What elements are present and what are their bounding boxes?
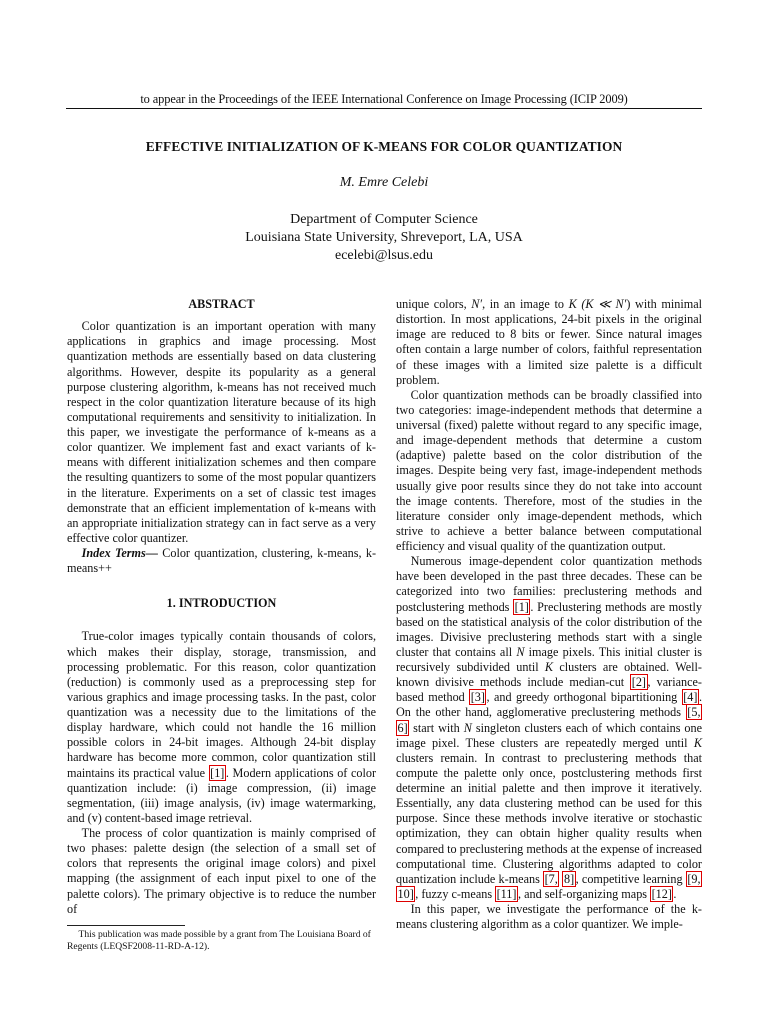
text-run: . Preclustering methods are mostly based on the statistical analysis of the color distribution of the images. Divisive preclustering methods start with a single cluster that contains all <box>396 599 702 659</box>
intro-paragraph-5: In this paper, we investigate the performance of the k-means clustering algorithm as a color quantizer. We imple- <box>396 902 702 932</box>
affiliation-university: Louisiana State University, Shreveport, LA, USA <box>245 230 523 245</box>
index-terms-separator: — <box>145 546 163 560</box>
index-terms <box>67 546 376 576</box>
citation-link[interactable]: [9, <box>687 871 701 886</box>
abstract-heading: ABSTRACT <box>188 297 255 311</box>
citation-link[interactable]: [5, <box>687 705 701 720</box>
text-run: start with <box>409 720 464 735</box>
text-run: , and greedy orthogonal bipartitioning <box>486 690 682 705</box>
footnote-rule <box>67 925 185 926</box>
citation-link[interactable]: [1] <box>514 599 529 614</box>
header-rule <box>66 108 702 109</box>
text-run: unique colors, <box>396 297 472 311</box>
math-symbol: K <box>544 660 554 674</box>
citation-link[interactable]: [2] <box>631 675 646 690</box>
text-run: , variance-based method <box>396 675 702 705</box>
funding-footnote <box>67 929 376 953</box>
text-run: with minimal distortion. In most applications, 24-bit pixels in the original image are reduced to 8 bits or fewer. Since natural images often contain a large number of colors, faithful representation of these images with a limited size palette is a difficult problem. <box>396 297 702 387</box>
conference-note: to appear in the Proceedings of the IEEE International Conference on Image Processing (ICIP 2009) <box>140 92 628 106</box>
index-terms-list: Color quantization, clustering, k-means, k-means++ <box>67 546 376 576</box>
math-symbol: K ≪ N′ <box>585 297 627 311</box>
left-column <box>67 297 376 917</box>
right-column <box>396 297 702 932</box>
math-symbol: ) <box>626 297 631 311</box>
text-run: . <box>673 886 677 901</box>
text-run: , fuzzy c-means <box>415 886 496 901</box>
intro-paragraph-1 <box>67 629 376 826</box>
text-run: image pixels. This initial cluster is recursively subdivided until <box>396 644 703 674</box>
citation-link[interactable]: [1] <box>210 765 225 780</box>
intro-heading: 1. INTRODUCTION <box>166 596 277 611</box>
citation-link[interactable]: [12] <box>651 886 672 901</box>
text-run: , and self-organizing maps <box>517 886 651 901</box>
citation-link[interactable]: [4] <box>683 690 698 705</box>
intro-paragraph-3: Color quantization methods can be broadly classified into two categories: image-independent methods that determine a universal (fixed) palette without regard to any specific image, and image-dependent methods that determine a custom (adaptive) palette based on the color distribution of the images. Despite being very fast, image-independent methods usually give poor results since they do not take into account the image contents. Therefore, most of the studies in the literature consider only image-dependent methods, which strive to achieve a better balance between computational efficiency and visual quality of the quantization output. <box>396 387 702 553</box>
footnote-text: This publication was made possible by a grant from The Louisiana Board of Regents (LEQSF2008-11-RD-A-12). <box>67 929 371 952</box>
citation-link[interactable]: 8] <box>563 871 575 886</box>
index-terms-label: Index Terms <box>81 546 146 560</box>
paper-author: M. Emre Celebi <box>339 175 429 190</box>
intro-paragraph-2: The process of color quantization is mainly comprised of two phases: palette design (the selection of a small set of colors that represents the original image colors) and pixel mapping (the assignment of each input pixel to one of the palette colors). The primary objective is to reduce the number of <box>67 826 376 916</box>
text-run: clusters are obtained. Well-known divisive methods include median-cut <box>396 660 702 690</box>
citation-link[interactable]: [11] <box>496 886 517 901</box>
math-symbol: N′ <box>471 297 483 311</box>
affiliation-department: Department of Computer Science <box>290 212 478 227</box>
math-symbol: K ( <box>568 297 586 311</box>
text-run: , in an image to <box>482 297 569 311</box>
citation-link[interactable]: 10] <box>397 886 414 901</box>
text-run: . On the other hand, agglomerative preclustering methods <box>396 690 702 720</box>
intro-paragraph-2-cont <box>396 297 702 388</box>
citation-link[interactable]: [3] <box>470 690 485 705</box>
text-run: . Modern applications of color quantization include: (i) image compression, (ii) image segmentation, (iii) image analysis, (iv) image watermarking, and (v) content-based image retrieval. <box>67 765 376 825</box>
citation-link[interactable]: [7, <box>544 871 558 886</box>
text-run: clusters remain. In contrast to preclustering methods that compute the palette only once, postclustering methods first determine an initial palette and then improve it iteratively. Essentially, any data clustering method can be used for this purpose. Since these methods involve iterative or stochastic optimization, they can obtain higher quality results when compared to preclustering methods at the expense of increased computational time. Clustering algorithms adapted to color quantization include k-means <box>396 750 702 886</box>
text-run: singleton clusters each of which contains one image pixel. These clusters are repeatedly merged until <box>396 720 703 750</box>
text-run: Numerous image-dependent color quantization methods have been developed in the past three decades. These can be categorized into two families: preclustering methods and postclustering methods <box>396 554 702 614</box>
text-run: , competitive learning <box>575 871 686 886</box>
abstract-text: Color quantization is an important operation with many applications in graphics and image processing. Most quantization methods are essentially based on data clustering algorithms. However, despite its popularity as a general purpose clustering algorithm, k-means has not received much respect in the color quantization literature because of its high computational requirements and sensitivity to initialization. In this paper, we investigate the performance of k-means as a color quantizer. We implement fast and exact variants of k-means with different initialization schemes and then compare the resulting quantizers to some of the most popular quantizers in the literature. Experiments on a set of classic test images demonstrate that an efficient implementation of k-means with an appropriate initialization strategy can in fact serve as a very effective color quantizer. <box>67 319 376 545</box>
paper-title: EFFECTIVE INITIALIZATION OF K-MEANS FOR COLOR QUANTIZATION <box>145 139 623 154</box>
intro-paragraph-4 <box>396 554 702 902</box>
text-run: True-color images typically contain thousands of colors, which makes their display, storage, transmission, and processing problematic. For this reason, color quantization (reduction) is commonly used as a preprocessing step for various graphics and image processing tasks. In the past, color quantization was a necessity due to the limitations of the display hardware, which could not handle the 16 million possible colors in 24-bit images. Although 24-bit display hardware has become more common, color quantization still maintains its practical value <box>67 629 376 780</box>
math-symbol: N <box>463 720 472 735</box>
citation-link[interactable]: 6] <box>397 720 408 735</box>
math-symbol: N <box>516 644 525 659</box>
affiliation-email: ecelebi@lsus.edu <box>334 248 434 263</box>
math-symbol: K <box>693 735 702 750</box>
